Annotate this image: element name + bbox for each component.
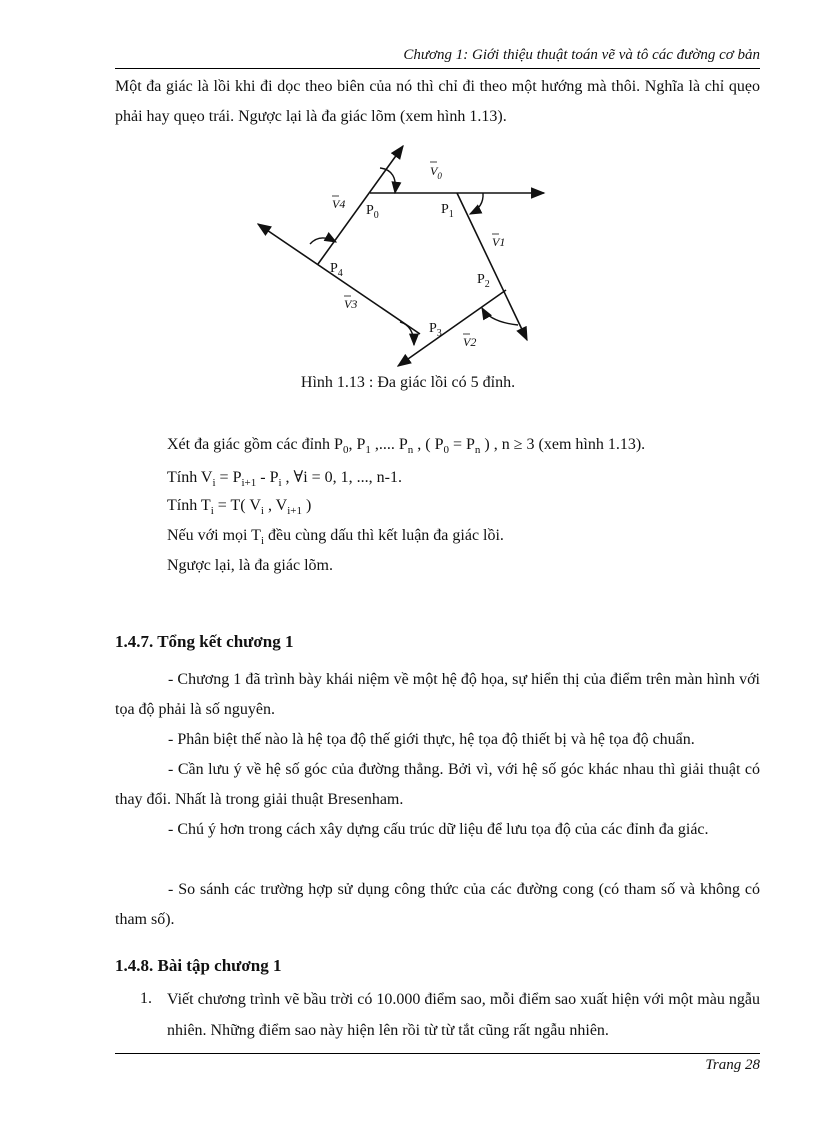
edge-v2 — [398, 290, 506, 366]
label-v0: $V_0$ — [430, 164, 442, 181]
label-p4: $P_4$ — [330, 261, 343, 279]
summary-item-3: - Cần lưu ý về hệ số góc của đường thẳng. Bởi vì, với hệ số góc khác nhau thì giải thuật có thay đổi. Nhất là trong giải thuật Bresenham. — [115, 761, 760, 808]
label-v3: V3 — [344, 297, 358, 311]
summary-item-4: - Chú ý hơn trong cách xây dựng cấu trúc dữ liệu để lưu tọa độ của các đỉnh đa giác. — [168, 821, 709, 838]
summary-item-1: - Chương 1 đã trình bày khái niệm về một hệ độ họa, sự hiển thị của điểm trên màn hình với tọa độ phải là số nguyên. — [115, 671, 760, 718]
footer-rule — [115, 1053, 760, 1054]
summary-item-2: - Phân biệt thế nào là hệ tọa độ thế giới thực, hệ tọa độ thiết bị và hệ tọa độ chuẩn. — [168, 731, 695, 748]
figure-caption: Hình 1.13 : Đa giác lồi có 5 đỉnh. — [300, 374, 516, 391]
algo-line-5: Ngược lại, là đa giác lõm. — [167, 557, 333, 574]
summary-item-5: - So sánh các trường hợp sử dụng công thức của các đường cong (có tham số và không có tham số). — [115, 881, 760, 928]
label-p1: $P_1$ — [441, 202, 454, 220]
convex-polygon-figure — [0, 0, 816, 400]
turn-arc-p0 — [380, 168, 395, 193]
algo-line-1: Xét đa giác gồm các đỉnh $P_0$, $P_1$ ,.... $P_n$ , ( $P_0 = P_n$ ) , n ≥ 3 (xem hình 1.13). — [167, 436, 646, 457]
exercise-number: 1. — [140, 990, 152, 1007]
label-v2: V2 — [463, 335, 477, 349]
label-v4: V4 — [332, 197, 346, 211]
algo-line-2: Tính $V_i = P_{i+1} - P_i$ , ∀i = 0, 1, ..., n-1. — [167, 469, 402, 490]
intro-paragraph: Một đa giác là lồi khi đi dọc theo biên của nó thì chỉ đi theo một hướng mà thôi. Nghĩa là chỉ quẹo phải hay quẹo trái. Ngược lại là đa giác lõm (xem hình 1.13). — [115, 78, 760, 125]
algo-line-4: Nếu với mọi $T_i$ đều cùng dấu thì kết luận đa giác lồi. — [167, 527, 504, 548]
label-p0: $P_0$ — [366, 203, 379, 221]
exercises-heading: 1.4.8. Bài tập chương 1 — [115, 956, 282, 975]
page-footer: Trang 28 — [705, 1057, 760, 1073]
label-p2: $P_2$ — [477, 272, 490, 290]
turn-arc-p1 — [470, 193, 483, 214]
summary-heading: 1.4.7. Tổng kết chương 1 — [115, 632, 294, 651]
edge-v4 — [318, 146, 403, 264]
exercise-text: Viết chương trình vẽ bầu trời có 10.000 điểm sao, mỗi điểm sao xuất hiện với một màu ngẫu nhiên. Những điểm sao này hiện lên rồi từ từ tắt cũng rất ngẫu nhiên. — [167, 991, 760, 1039]
label-p3: $P_3$ — [429, 321, 442, 339]
page-header: Chương 1: Giới thiệu thuật toán vẽ và tô các đường cơ bản — [403, 47, 760, 63]
turn-arc-p3 — [400, 322, 414, 345]
algo-line-3: Tính $T_i = T$( $V_i$ , $V_{i+1}$ ) — [167, 497, 312, 518]
label-v1: V1 — [492, 235, 506, 249]
edge-v3 — [258, 224, 420, 334]
